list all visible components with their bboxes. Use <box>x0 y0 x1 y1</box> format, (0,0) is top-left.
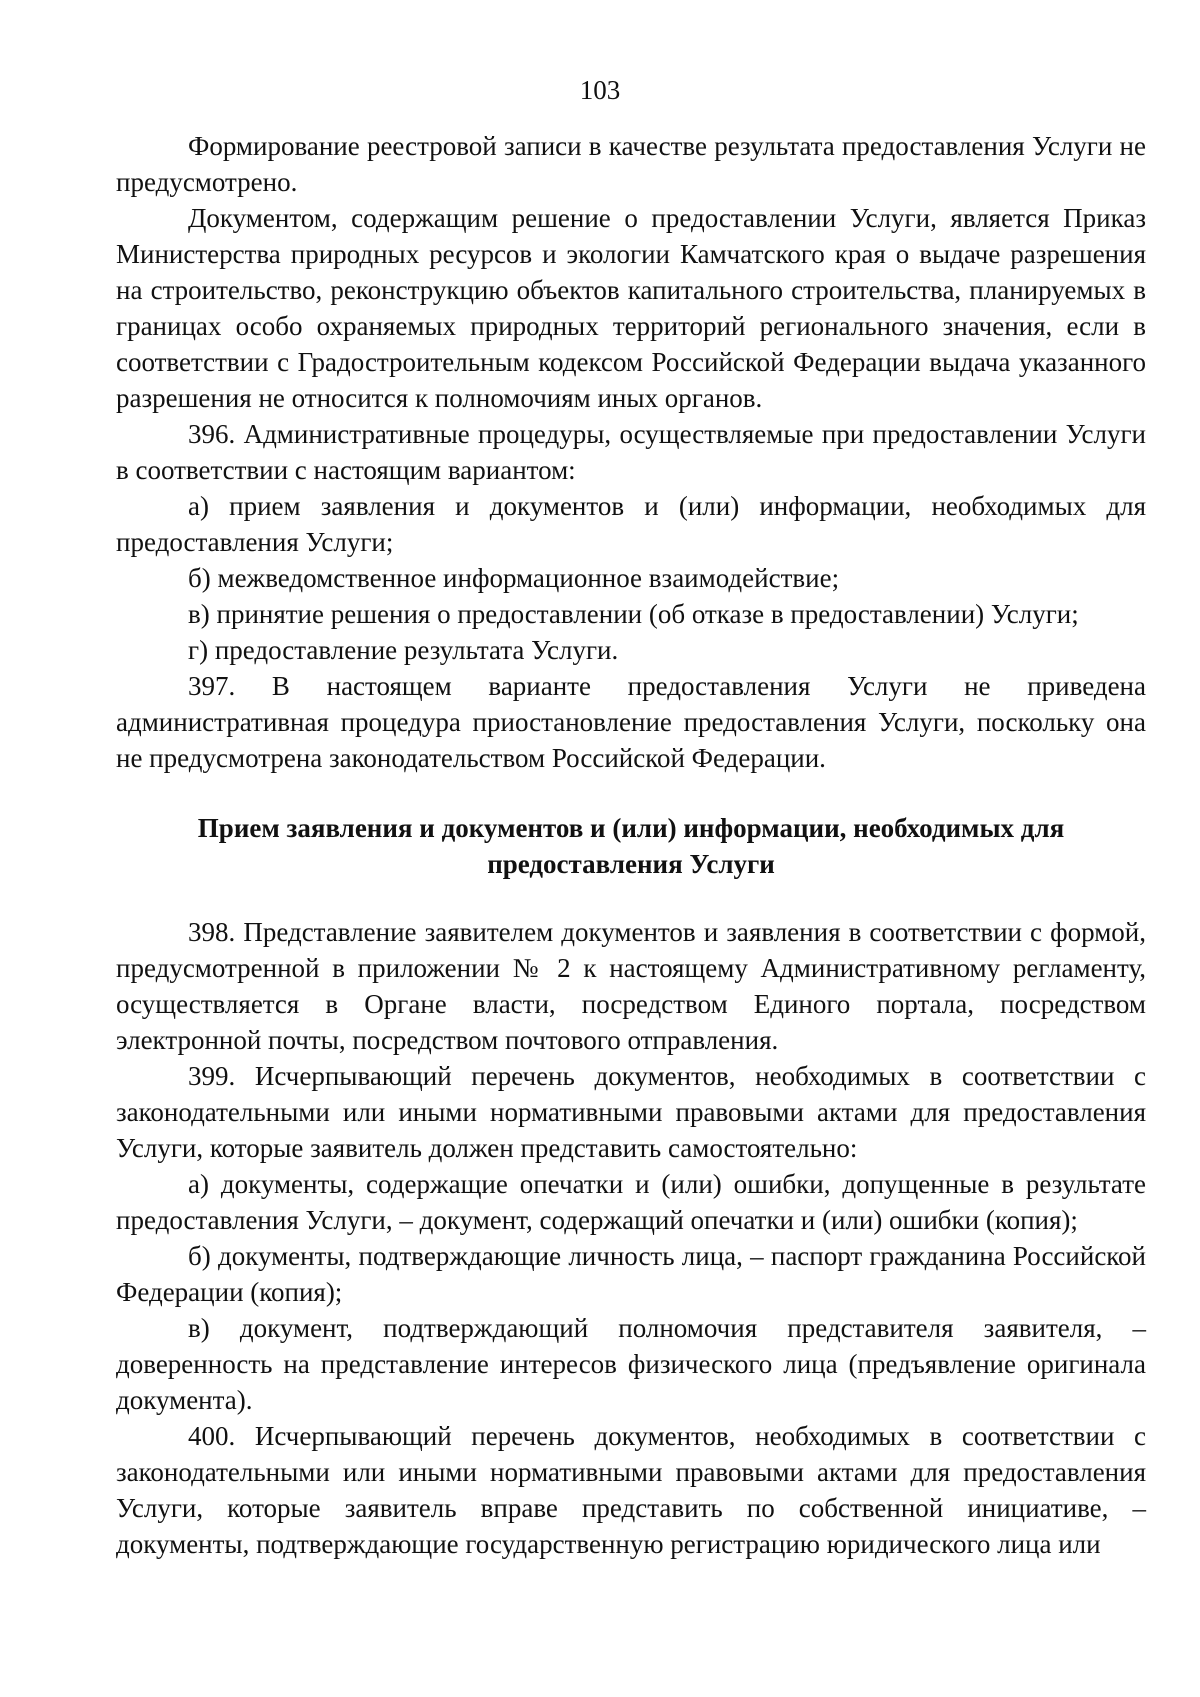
list-item: б) межведомственное информационное взаимодействие; <box>188 563 840 593</box>
list-item: в) принятие решения о предоставлении (об отказе в предоставлении) Услуги; <box>188 599 1079 629</box>
list-item: г) предоставление результата Услуги. <box>188 635 619 665</box>
paragraph: 396. Административные процедуры, осуществляемые при предоставлении Услуги в соответствии с настоящим вариантом: <box>116 419 1146 485</box>
list-item: б) документы, подтверждающие личность лица, – паспорт гражданина Российской Федерации (копия); <box>116 1241 1146 1307</box>
paragraph: 400. Исчерпывающий перечень документов, необходимых в соответствии с законодательными или иными нормативными правовыми актами для предоставления Услуги, которые заявитель вправе представить по собственной инициативе, – документы, подтверждающие государственную регистрацию юридического лица или <box>116 1421 1146 1559</box>
list-item: в) документ, подтверждающий полномочия представителя заявителя, – доверенность на представление интересов физического лица (предъявление оригинала документа). <box>116 1313 1146 1415</box>
list-item: а) документы, содержащие опечатки и (или) ошибки, допущенные в результате предоставления Услуги, – документ, содержащий опечатки и (или) ошибки (копия); <box>116 1169 1146 1235</box>
paragraph: Формирование реестровой записи в качестве результата предоставления Услуги не предусмотрено. <box>116 131 1146 197</box>
paragraph: 397. В настоящем варианте предоставления Услуги не приведена административная процедура приостановление предоставления Услуги, поскольку она не предусмотрена законодательством Российской Федерации. <box>116 671 1146 773</box>
section-heading: Прием заявления и документов и (или) информации, необходимых для предоставления Услуги <box>197 813 1065 879</box>
page-number: 103 <box>579 75 621 105</box>
paragraph: 399. Исчерпывающий перечень документов, необходимых в соответствии с законодательными или иными нормативными правовыми актами для предоставления Услуги, которые заявитель должен представить самостоятельно: <box>116 1061 1146 1163</box>
paragraph: Документом, содержащим решение о предоставлении Услуги, является Приказ Министерства природных ресурсов и экологии Камчатского края о выдаче разрешения на строительство, реконструкцию объектов капитального строительства, планируемых в границах особо охраняемых природных территорий регионального значения, если в соответствии с Градостроительным кодексом Российской Федерации выдача указанного разрешения не относится к полномочиям иных органов. <box>116 203 1146 413</box>
document-body <box>116 128 1146 1562</box>
paragraph: 398. Представление заявителем документов и заявления в соответствии с формой, предусмотренной в приложении № 2 к настоящему Административному регламенту, осуществляется в Органе власти, посредством Единого портала, посредством электронной почты, посредством почтового отправления. <box>116 917 1146 1055</box>
list-item: а) прием заявления и документов и (или) информации, необходимых для предоставления Услуги; <box>116 491 1146 557</box>
